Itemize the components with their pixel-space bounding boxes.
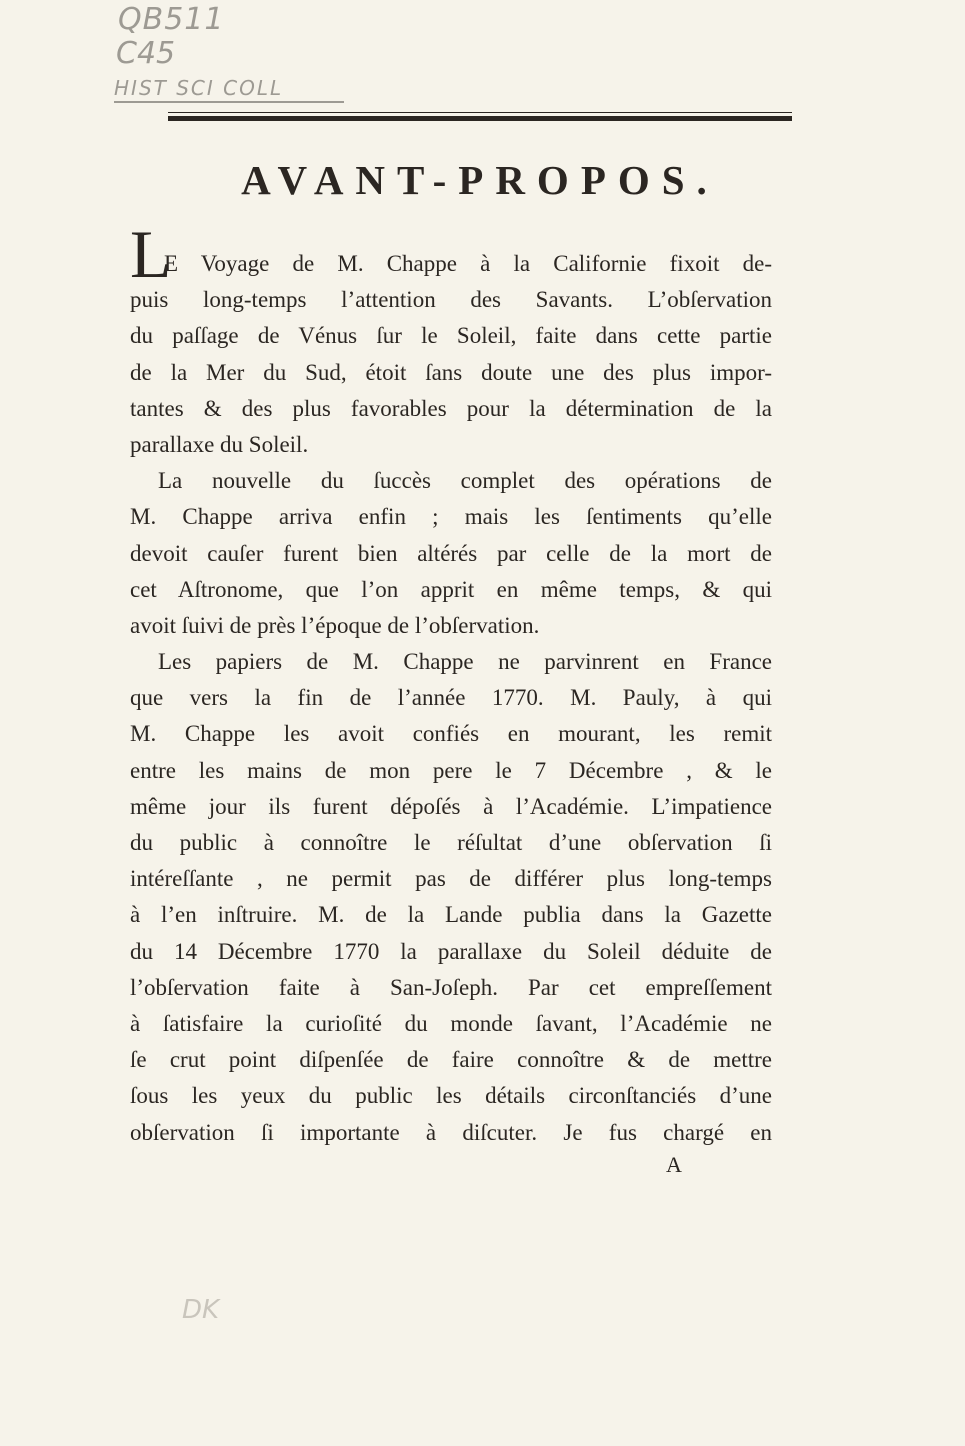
header-rule-thick [168, 116, 792, 121]
text-line: obſervation ſi importante à diſcuter. Je fus chargé en [130, 1119, 772, 1145]
text-line: du public à connoître le réſultat d’une obſervation ſi [130, 830, 772, 855]
text-line: à ſatisfaire la curioſité du monde ſavant, l’Académie ne [130, 1010, 772, 1036]
text-line: puis long-temps l’attention des Savants. L’obſervation [130, 287, 772, 313]
cutter-annotation: C45 [116, 36, 176, 71]
text-line: avoit ſuivi de près l’époque de l’obſervation. [130, 612, 540, 638]
text-line: du paſſage de Vénus ſur le Soleil, faite dans cette partie [130, 323, 772, 349]
text-line: M. Chappe les avoit confiés en mourant, les remit [130, 721, 772, 747]
text-line: l’obſervation faite à San-Joſeph. Par cet empreſſement [130, 974, 772, 1000]
text-line: ſe crut point diſpenſée de faire connoître & de mettre [130, 1047, 772, 1073]
text-line: que vers la fin de l’année 1770. M. Pauly, à qui [130, 685, 772, 711]
text-line: Les papiers de M. Chappe ne parvinrent en France [158, 649, 772, 675]
bottom-annotation: DK [182, 1295, 220, 1325]
text-line: intéreſſante , ne permit pas de différer plus long-temps [130, 866, 772, 892]
text-line: tantes & des plus favorables pour la détermination de la [130, 395, 772, 421]
text-line: E Voyage de M. Chappe à la Californie fixoit de- [164, 251, 772, 276]
header-rule-thin [168, 112, 792, 113]
drop-cap: L [130, 216, 172, 292]
text-line: ſous les yeux du public les détails circonſtanciés d’une [130, 1083, 772, 1109]
text-line: même jour ils furent dépoſés à l’Académie. L’impatience [130, 793, 772, 819]
text-line: à l’en inſtruire. M. de la Lande publia dans la Gazette [130, 902, 772, 928]
text-line: de la Mer du Sud, étoit ſans doute une des plus impor- [130, 359, 772, 385]
page-title: AVANT-PROPOS. [241, 157, 719, 203]
text-line: M. Chappe arriva enfin ; mais les ſentiments qu’elle [130, 504, 772, 530]
body-text [130, 246, 772, 1151]
text-line: cet Aſtronome, que l’on apprit en même temps, & qui [130, 576, 772, 602]
text-line: entre les mains de mon pere le 7 Décembre , & le [130, 757, 772, 783]
text-line: La nouvelle du ſuccès complet des opérations de [158, 468, 772, 494]
call-number-annotation: QB511 [118, 2, 225, 37]
text-line: du 14 Décembre 1770 la parallaxe du Soleil déduite de [130, 938, 772, 964]
text-line: devoit cauſer furent bien altérés par celle de la mort de [130, 540, 772, 566]
signature-mark: A [666, 1152, 682, 1177]
annotation-underline [114, 101, 344, 103]
collection-annotation: HIST SCI COLL [114, 76, 284, 100]
text-line: parallaxe du Soleil. [130, 431, 309, 457]
